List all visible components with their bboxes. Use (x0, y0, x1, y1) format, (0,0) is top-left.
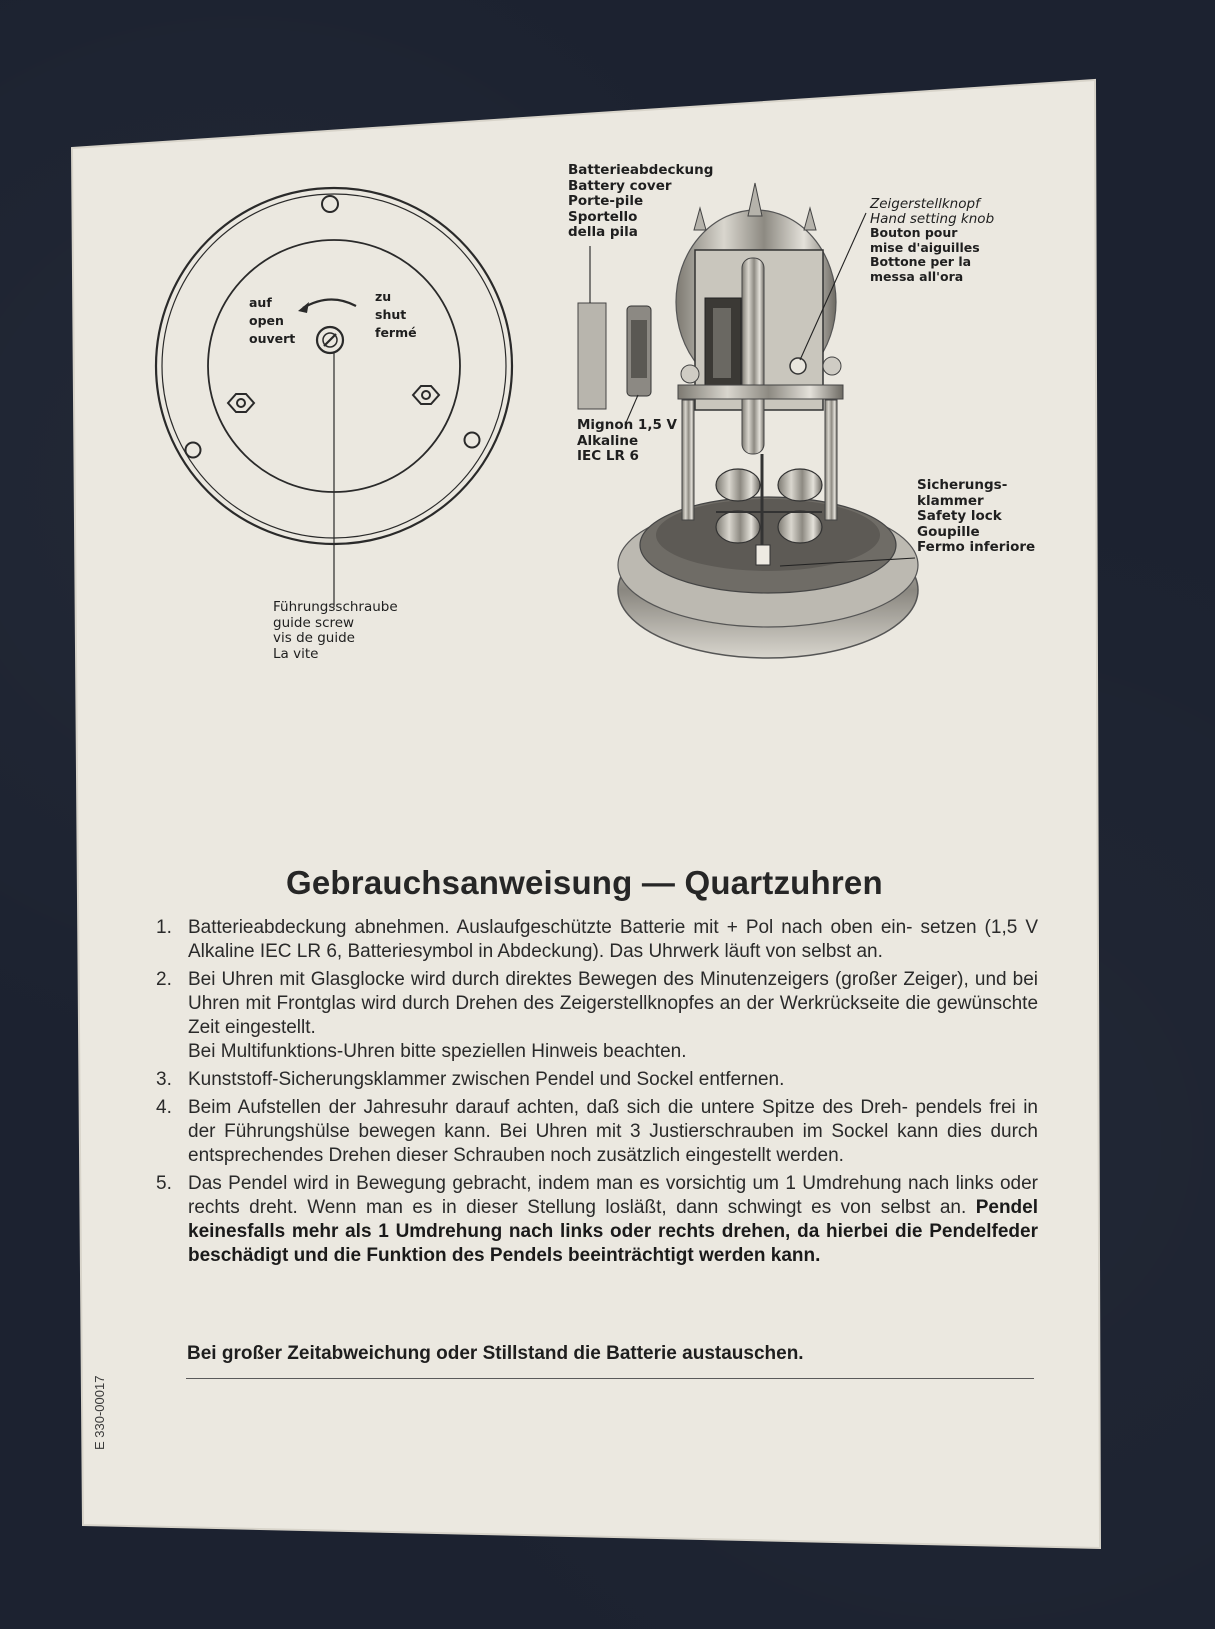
rotate-close-label: zu shut fermé (375, 289, 417, 340)
instruction-step-5: 5. Das Pendel wird in Bewegung gebracht, indem man es vorsichtig um 1 Umdrehung nach links oder rechts dreht. Wenn man es in dieser Stellung losläßt, dann schwingt es von selbst an. Pendel keinesfalls mehr als 1 Umdrehung nach links oder rechts drehen, da hierbei die Pendelfeder beschädigt und die Funktion des Pendels beeinträchtigt werden kann. (156, 1173, 1039, 1266)
safety-lock-label: Sicherungs- klammer Safety lock Goupille Fermo inferiore (917, 477, 1036, 555)
document-title: Gebrauchsanweisung — Quartzuhren (286, 864, 883, 901)
instruction-step-1: 1. Batterieabdeckung abnehmen. Auslaufgeschützte Batterie mit + Pol nach oben ein- setzen (1,5 V Alkaline IEC LR 6, Batteriesymbol in Abdeckung). Das Uhrwerk läuft von selbst an. (156, 917, 1038, 962)
bottom-divider (186, 1378, 1034, 1379)
rotate-open-label: auf open ouvert (249, 295, 296, 346)
instruction-step-4: 4. Beim Aufstellen der Jahresuhr darauf achten, daß sich die untere Spitze des Dreh- pendels frei in der Führungshülse bewegen kann. Bei Uhren mit 3 Justierschrauben im Sockel kann dies durch entsprechendes Drehen dieser Schrauben noch zusätzlich eingestellt werden. (156, 1097, 1039, 1166)
document-code: E 330-00017 (92, 1375, 107, 1450)
instruction-step-2: 2. Bei Uhren mit Glasglocke wird durch direktes Bewegen des Minutenzeigers (großer Zeiger), und bei Uhren mit Frontglas wird durch Drehen des Zeigerstellknopfes an der Werkrückseite die gewünschte Zeit eingestellt. Bei Multifunktions-Uhren bitte speziellen Hinweis beachten. (156, 969, 1039, 1062)
guide-screw-label: Führungsschraube guide screw vis de guide La vite (273, 599, 398, 662)
battery-type-label: Mignon 1,5 V Alkaline IEC LR 6 (577, 417, 677, 464)
instruction-list (148, 916, 1038, 1272)
hand-setting-knob-label: Zeigerstellknopf Hand setting knob Bouton pour mise d'aiguilles Bottone per la messa all'ora (870, 196, 995, 284)
battery-replacement-note: Bei großer Zeitabweichung oder Stillstand die Batterie austauschen. (187, 1343, 804, 1364)
battery-cover-label: Batterieabdeckung Battery cover Porte-pile Sportello della pila (568, 162, 714, 240)
instruction-step-3: 3. Kunststoff-Sicherungsklammer zwischen Pendel und Sockel entfernen. (156, 1069, 785, 1090)
